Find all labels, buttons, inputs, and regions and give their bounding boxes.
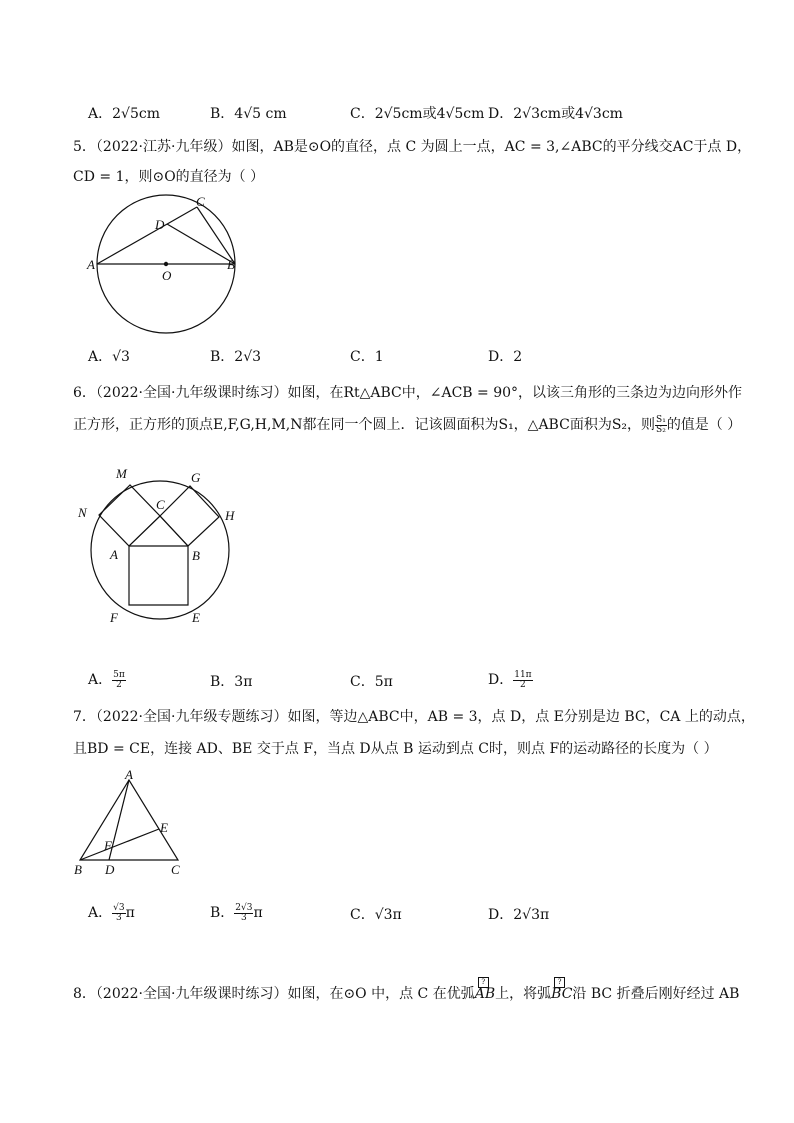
q7-line1 — [73, 706, 755, 726]
arc-label: BC — [551, 986, 573, 1002]
label-f: F — [104, 838, 112, 853]
option-fraction — [112, 671, 126, 690]
bisector-bd — [167, 224, 235, 264]
q6-option-b — [210, 671, 252, 691]
option-letter: A． — [88, 349, 113, 365]
option-letter: D． — [488, 349, 514, 365]
label-b: B — [192, 548, 200, 563]
label-h: H — [225, 508, 235, 523]
option-letter: C． — [350, 349, 375, 365]
label-a: A — [110, 547, 118, 562]
q5-line1 — [73, 136, 751, 156]
question-text: 如图，等边△ABC中，AB = 3，点 D，点 E分别是边 BC，CA 上的动点， — [287, 709, 755, 725]
q5-line2: CD = 1，则⊙O的直径为（ ） — [73, 169, 265, 185]
arc-bc — [551, 978, 573, 1002]
q6-option-a — [88, 669, 126, 690]
q6-line2 — [73, 414, 741, 435]
question-source: （2022·全国·九年级专题练习） — [95, 709, 288, 725]
question-source: （2022·全国·九年级课时练习） — [95, 385, 288, 401]
q7-figure — [72, 768, 188, 878]
q7-option-d — [488, 904, 549, 924]
arc-ab — [474, 978, 496, 1002]
option-text: 2√3 — [234, 349, 262, 365]
option-text: 5π — [374, 674, 393, 690]
option-letter: B． — [210, 106, 235, 122]
option-letter: B． — [210, 349, 235, 365]
label-m: M — [116, 466, 127, 481]
label-e: E — [160, 820, 168, 835]
q7-option-b — [210, 902, 263, 923]
option-fraction — [234, 904, 253, 923]
square-abef — [129, 546, 188, 605]
q6-line1 — [73, 382, 742, 402]
q6-option-c — [350, 671, 393, 691]
label-c: C — [171, 862, 180, 877]
question-text: 如图，在⊙O 中，点 C 在优弧 — [287, 986, 475, 1002]
option-letter: D． — [488, 907, 514, 923]
segment-be — [80, 829, 159, 860]
option-letter: A． — [88, 905, 113, 921]
option-letter: C． — [350, 106, 375, 122]
option-fraction — [513, 671, 532, 690]
fraction-denominator: 2 — [520, 679, 526, 690]
option-letter: A． — [88, 106, 113, 122]
label-b: B — [227, 257, 235, 272]
fraction-numerator: 2√3 — [235, 902, 253, 913]
arc-label: AB — [474, 986, 496, 1002]
fraction-denominator: 2 — [116, 679, 122, 690]
fraction-numerator: √3 — [113, 902, 125, 913]
q5-option-a — [88, 346, 130, 366]
fraction-denominator: S₂ — [656, 424, 666, 435]
label-a: A — [87, 257, 95, 272]
option-letter: D． — [488, 106, 514, 122]
question-text: 沿 BC 折叠后刚好经过 AB — [572, 986, 740, 1002]
fraction-denominator: 3 — [241, 912, 247, 923]
square-bcgh — [160, 486, 219, 546]
option-text: 2 — [513, 349, 523, 365]
q7-line2: 且BD = CE，连接 AD、BE 交于点 F，当点 D从点 B 运动到点 C时，则点 F的运动路径的长度为（ ） — [73, 741, 718, 757]
fraction-numerator: 11π — [514, 669, 532, 680]
q8-line1 — [73, 978, 740, 1003]
option-text: 2√3cm或4√3cm — [513, 106, 623, 122]
triangle-abc — [129, 516, 188, 546]
option-text: √3 — [112, 349, 130, 365]
question-number: 7． — [73, 709, 96, 725]
option-letter: C． — [350, 674, 375, 690]
question-text: 如图，在Rt△ABC中，∠ACB = 90°，以该三角形的三条边为边向形外作 — [287, 385, 743, 401]
ratio-fraction — [655, 416, 667, 435]
label-b: B — [74, 862, 82, 877]
question-text: 上，将弧 — [495, 986, 552, 1002]
chord-ac — [97, 207, 197, 264]
label-e: E — [192, 610, 200, 625]
option-text: 4√5 cm — [234, 106, 287, 122]
missing-glyph-icon: ? — [478, 977, 489, 988]
q7-option-a — [88, 902, 135, 923]
q5-option-d — [488, 346, 522, 366]
option-text: 2√5cm — [112, 106, 160, 122]
square-acmn — [99, 485, 160, 546]
option-text: 2√5cm或4√5cm — [374, 106, 485, 122]
option-text: 2√3π — [513, 907, 550, 923]
question-number: 5． — [73, 139, 96, 155]
label-d: D — [155, 217, 165, 232]
option-suffix: π — [125, 905, 135, 921]
option-text: 3π — [234, 674, 253, 690]
option-letter: B． — [210, 905, 235, 921]
q4-option-a — [88, 103, 160, 123]
label-c: C — [196, 194, 205, 209]
option-letter: A． — [88, 672, 113, 688]
q4-option-b — [210, 103, 287, 123]
question-source: （2022·江苏·九年级） — [95, 139, 232, 155]
question-source: （2022·全国·九年级课时练习） — [95, 986, 288, 1002]
fraction-numerator: S₁ — [656, 414, 666, 425]
option-text: √3π — [374, 907, 402, 923]
question-text: 如图，AB是⊙O的直径，点 C 为圆上一点，AC = 3,∠ABC的平分线交AC于点 D， — [231, 139, 752, 155]
label-g: G — [191, 470, 201, 485]
center-point — [164, 262, 168, 266]
q4-option-d — [488, 103, 623, 123]
option-text: 1 — [374, 349, 384, 365]
question-text: 正方形，正方形的顶点E,F,G,H,M,N都在同一个圆上．记该圆面积为S₁，△ABC面积为S₂，则 — [73, 417, 656, 433]
question-number: 6． — [73, 385, 96, 401]
q7-option-c — [350, 904, 402, 924]
label-d: D — [105, 862, 115, 877]
question-text: 的值是（ ） — [666, 417, 742, 433]
fraction-denominator: 3 — [115, 912, 122, 923]
question-number: 8． — [73, 986, 96, 1002]
label-n: N — [78, 505, 87, 520]
option-letter: C． — [350, 907, 375, 923]
q4-option-c — [350, 103, 484, 123]
q5-option-c — [350, 346, 384, 366]
label-o: O — [162, 268, 172, 283]
missing-glyph-icon: ? — [554, 977, 565, 988]
q6-option-d — [488, 669, 533, 690]
option-letter: D． — [488, 672, 514, 688]
q5-option-b — [210, 346, 261, 366]
label-a: A — [125, 768, 133, 782]
label-c: C — [156, 497, 165, 512]
label-f: F — [110, 610, 118, 625]
option-suffix: π — [253, 905, 263, 921]
fraction-numerator: 5π — [113, 669, 125, 680]
option-letter: B． — [210, 674, 235, 690]
q5-figure — [84, 194, 250, 344]
option-fraction — [112, 904, 125, 923]
q6-figure — [74, 462, 250, 630]
